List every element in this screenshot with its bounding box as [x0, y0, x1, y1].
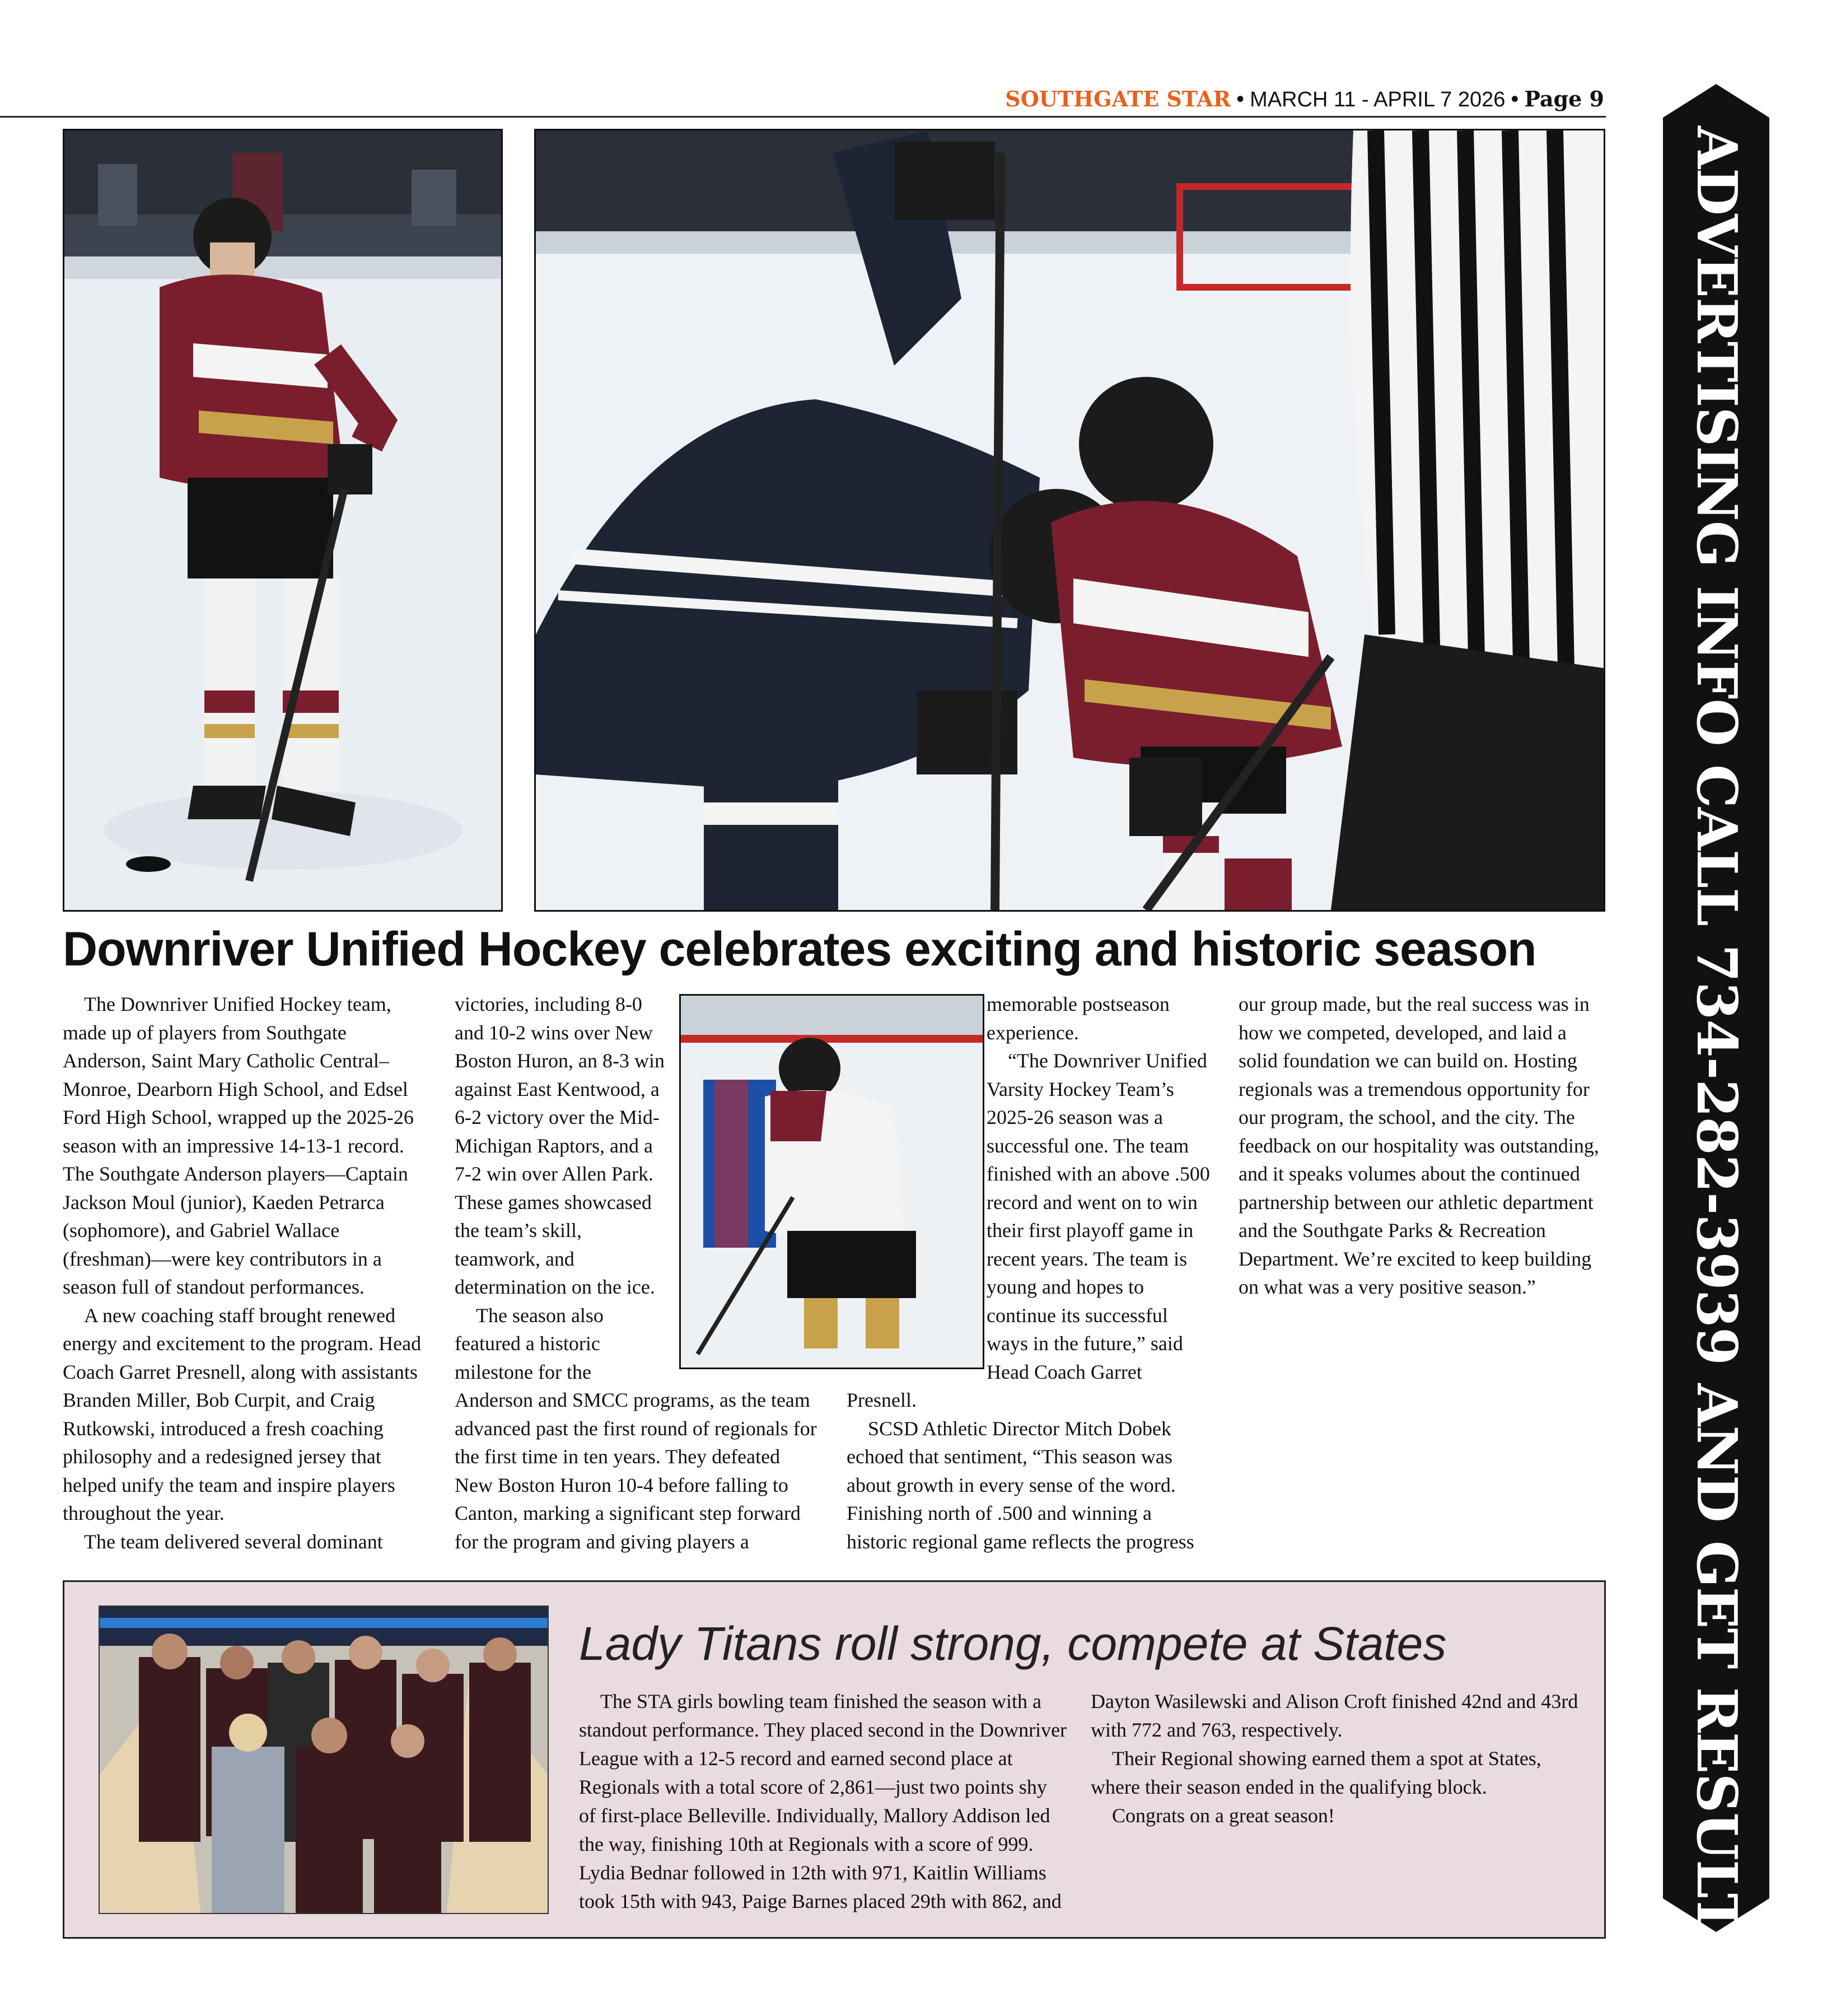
- article-paragraph: Their Regional showing earned them a spot at States, where their season ended in the qualifying block.: [1091, 1747, 1541, 1798]
- article-paragraph: SCSD Athletic Director Mitch Dobek echoed that sentiment, “This season was about growth in every sense of the word. Finishing north of .500 and winning a historic regional game reflects the progress: [847, 1417, 1194, 1553]
- photo-wrap-spacer: [673, 990, 841, 1364]
- page-header: [991, 85, 1604, 113]
- article-paragraph: “The Downriver Unified Varsity Hockey Team’s 2025-26 season was a successful one. The team finished with an above .500 record and went on to win their first playoff game in recent years. The team is young and hopes to continue its successful ways in the future,” said Head Coach Garret Presnell.: [847, 1049, 1210, 1411]
- article-column-2: [455, 990, 819, 1556]
- header-rule: [0, 116, 1606, 118]
- page-number: Page 9: [1524, 86, 1604, 111]
- article-paragraph: Congrats on a great season!: [1112, 1804, 1335, 1827]
- faceoff-photo: [534, 129, 1605, 912]
- article-column-4: [1239, 990, 1606, 1301]
- hockey-player-photo: [63, 129, 503, 912]
- issue-date: MARCH 11 - APRIL 7 2026: [1250, 88, 1506, 111]
- publication-name: SOUTHGATE STAR: [1005, 86, 1231, 111]
- article-paragraph-continued: memorable postseason experience.: [987, 993, 1170, 1044]
- article-paragraph: The Downriver Unified Hockey team, made up of players from Southgate Anderson, Saint Mary Catholic Central–Monroe, Dearborn High School, and Edsel Ford High School, wrapped up the 2025-26 season with an impressive 14-13-1 record. The Southgate Anderson players—Captain Jackson Moul (junior), Kaeden Petrarca (sophomore), and Gabriel Wallace (freshman)—were key contributors in a season full of standout performances.: [63, 993, 414, 1298]
- article-paragraph-continued: our group made, but the real success was in how we competed, developed, and laid a solid foundation we can build on. Hosting regionals was a tremendous opportunity for our program, the school, and the city. The feedback on our hospitality was outstanding, and it speaks volumes about the continued partnership between our athletic department and the Southgate Parks & Recreation Department. We’re excited to keep building on what was a very positive season.”: [1239, 993, 1599, 1298]
- photo-wrap-spacer: [830, 990, 981, 1364]
- bowling-headline: Lady Titans roll strong, compete at States: [579, 1617, 1447, 1670]
- advertising-banner: [1663, 84, 1769, 1973]
- article-column-3: [847, 990, 1211, 1556]
- article-headline: Downriver Unified Hockey celebrates exciting and historic season: [63, 922, 1536, 976]
- banner-text: ADVERTISING INFO CALL 734-282-3939 AND GET RESULTS: [1684, 126, 1749, 1973]
- bowling-column-1: [579, 1687, 1067, 1916]
- header-bullet-2: •: [1511, 87, 1519, 111]
- article-paragraph: A new coaching staff brought renewed energy and excitement to the program. Head Coach Garret Presnell, along with assistants Branden Miller, Bob Curpit, and Craig Rutkowski, introduced a fresh coaching philosophy and a redesigned jersey that helped unify the team and inspire players throughout the year.: [63, 1304, 422, 1524]
- article-column-1: [63, 990, 427, 1556]
- header-bullet: •: [1236, 87, 1245, 111]
- article-paragraph-continued: Dayton Wasilewski and Alison Croft finished 42nd and 43rd with 772 and 763, respectively.: [1091, 1690, 1578, 1741]
- article-paragraph-continued: victories, including 8-0 and 10-2 wins over New Boston Huron, an 8-3 win against East Kentwood, a 6-2 victory over the Mid-Michigan Raptors, and a 7-2 win over Allen Park. These games showcased the team’s skill, teamwork, and determination on the ice.: [455, 993, 665, 1298]
- article-paragraph: The season also featured a historic milestone for the Anderson and SMCC programs, as the team advanced past the first round of regionals for the first time in ten years. They defeated New Boston Huron 10-4 before falling to Canton, marking a significant step forward for the program and giving players a: [455, 1304, 817, 1553]
- bowling-team-photo: [99, 1606, 549, 1914]
- bowling-column-2: [1091, 1687, 1579, 1830]
- article-paragraph: The team delivered several dominant: [84, 1530, 383, 1553]
- article-paragraph: The STA girls bowling team finished the season with a standout performance. They placed second in the Downriver League with a 12-5 record and earned second place at Regionals with a total score of 2,861—just two points shy of first-place Belleville. Individually, Mallory Addison led the way, finishing 10th at Regionals with a score of 999. Lydia Bednar followed in 12th with 971, Kaitlin Williams took 15th with 943, Paige Barnes placed 29th with 862, and: [579, 1690, 1067, 1912]
